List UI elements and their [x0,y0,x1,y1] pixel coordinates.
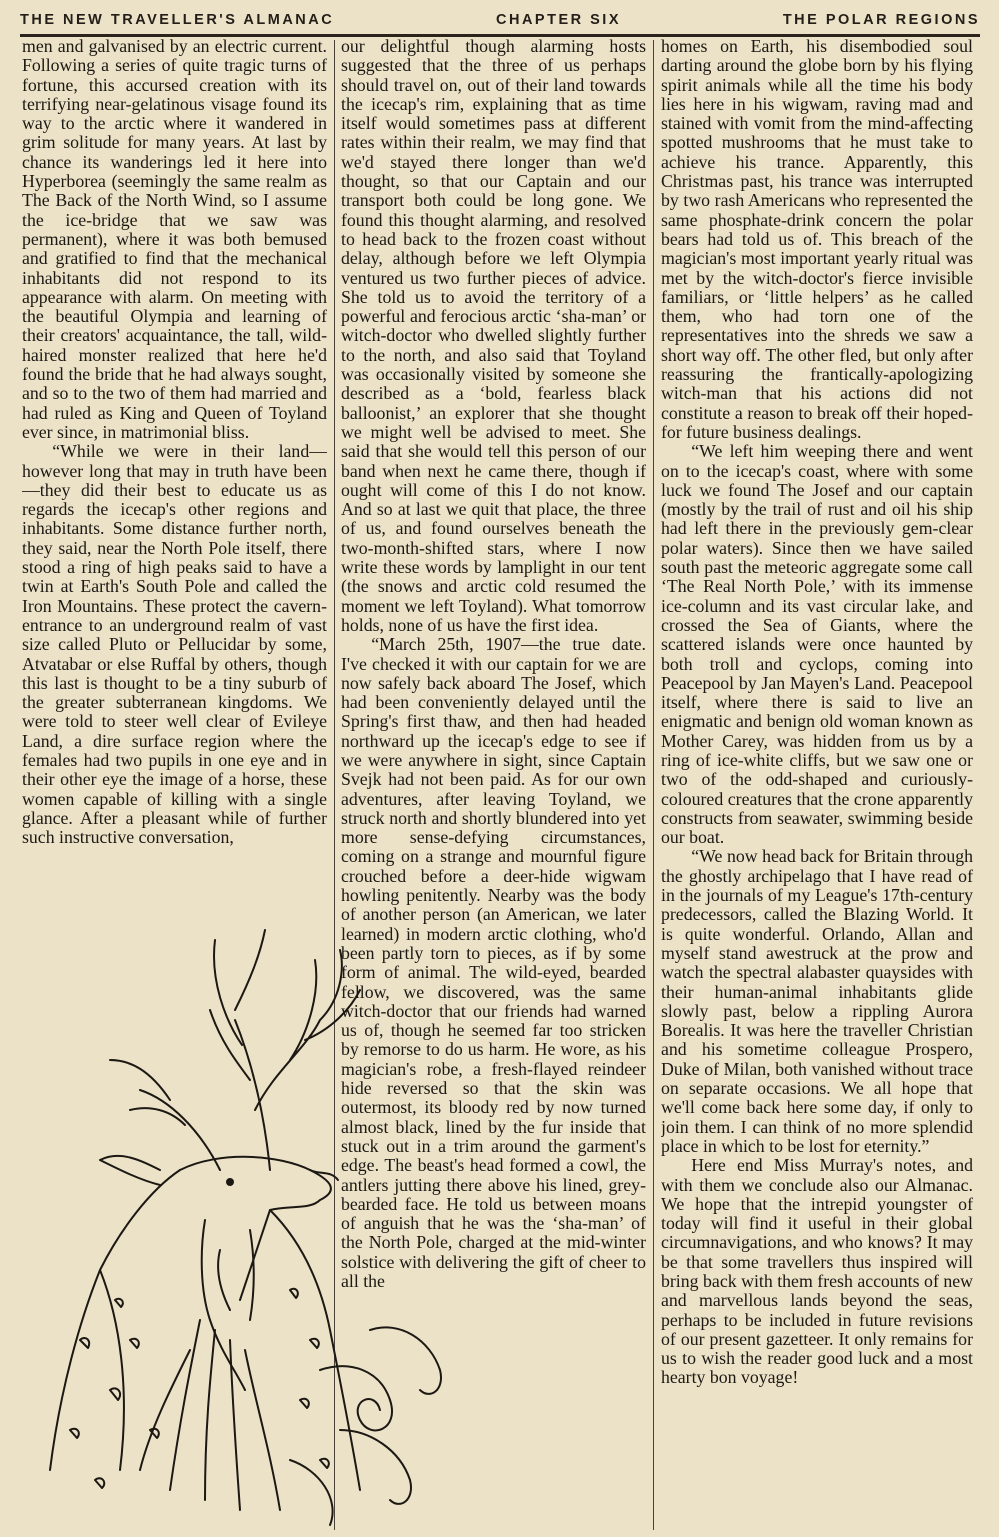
reindeer-shaman-illustration [20,870,480,1530]
running-header [20,6,980,37]
header-book-title: THE NEW TRAVELLER'S ALMANAC [20,12,335,28]
paragraph: “While we were in their land—however long that may in truth have been—they did their best to educate us as regards the icecap's other regions and inhabitants. Some distance further north, they said, near the North Pole itself, there stood a ring of high peaks said to have a twin at Earth's South Pole and called the Iron Mountains. These protect the cavern-entrance to an underground realm of vast size called Pluto or Pellucidar by some, Atvatabar or else Ruffal by others, though this last is thought to be a tiny suburb of the greater subterranean kingdoms. We were told to steer well clear of Evileye Land, a dire surface region where the females had two pupils in one eye and in their other eye the image of a horse, these women capable of killing with a single glance. After a pleasant while of further such instructive conversation, [22,441,327,848]
paragraph: homes on Earth, his disembodied soul darting around the globe born by his flying spirit animals while all the time his body lies here in his wigwam, raving mad and stained with vomit from the mind-affecting spotted mushrooms that he must take to achieve his trance. Apparently, this Christmas past, his trance was interrupted by two rash Americans who represented the same phosphate-drink concern the polar bears had told us of. This breach of the magician's most important yearly ritual was met by the witch-doctor's fierce invisible familiars, or ‘little helpers’ as he called them, who had torn one of the representatives into the shreds we saw a short way off. The other fled, but only after reassuring the frantically-apologizing witch-man that his actions did not constitute a reason to break off their hoped-for future business dealings. [661,37,973,442]
paragraph: Here end Miss Murray's notes, and with them we conclude also our Almanac. We hope that the intrepid youngster of today will find it useful in their global circumnavigations, and who knows? It may be that some travellers thus inspired will bring back with them fresh accounts of new and marvellous lands beyond the seas, perhaps to be included in future revisions of our present gazetteer. It only remains for us to wish the reader good luck and a most hearty bon voyage! [661,1155,973,1388]
paragraph: men and galvanised by an electric current. Following a series of quite tragic turns of fortune, this accursed creation with its terrifying near-gelatinous visage found its way to the arctic where it wandered in grim solitude for many years. At last by chance its wanderings led it here into Hyperborea (seemingly the same realm as The Back of the North Wind, so I assume the ice-bridge that we saw was permanent), where it was both bemused and gratified to find that the mechanical inhabitants did not respond to its appearance with alarm. On meeting with the beautiful Olympia and learning of their creators' acquaintance, the tall, wild-haired monster realized that here he'd found the bride that he had always sought, and so to the two of them had married and had ruled as King and Queen of Toyland ever since, in matrimonial bliss. [22,37,327,442]
paragraph: “March 25th, 1907—the true date. I've checked it with our captain for we are now safely back aboard The Josef, which had been conveniently delayed until the Spring's first thaw, and then had headed northward up the icecap's edge to see if we were anywhere in sight, since Captain Svejk had not been paid. As for our own adventures, after leaving Toyland, we struck north and shortly blundered into yet more sense-defying circumstances, coming on a strange and mournful figure crouched before a deer-hide wigwam howling penitently. Nearby was the body of another person (an American, we later learned) in modern arctic clothing, who'd been partly torn to pieces, as if by some form of animal. The wild-eyed, bearded fellow, we discovered, was the same witch-doctor that our friends had warned us of, though he seemed far too stricken by remorse to do us harm. He wore, as his magician's robe, a fresh-flayed reindeer hide reversed so that the skin was outermost, its bloody red by now turned almost black, lined by the fur inside that stuck out in a trim around the garment's edge. The beast's head formed a cowl, the antlers jutting there above his lined, grey-bearded face. He told us between moans of anguish that he was the ‘sha-man’ of the North Pole, charged at the mid-winter solstice with delivering the gift of cheer to all the [341,634,646,1291]
column-rule [653,40,654,1530]
paragraph: “We left him weeping there and went on to the icecap's coast, where with some luck we found The Josef and our captain (mostly by the trail of rust and oil his ship had left there in the previously gem-clear polar waters). Since then we have sailed south past the meteoric aggregate some call ‘The Real North Pole,’ with its immense ice-column and its vast circular lake, and crossed the Sea of Giants, where the scattered islands were once haunted by both troll and cyclops, coming into Peacepool by Jan Mayen's Land. Peacepool itself, where there is said to live an enigmatic and benign old woman known as Mother Carey, was hidden from us by a ring of ice-white cliffs, but we saw one or two of the odd-shaped and curiously-coloured creatures that the crone apparently constructs from seawater, swimming beside our boat. [661,441,973,848]
text-column-3 [661,37,973,1532]
antler-icon [210,930,360,1170]
paragraph: “We now head back for Britain through the ghostly archipelago that I have read of in the journals of my League's 17th-century predecessors, called the Blazing World. It is quite wonderful. Orlando, Allan and myself stand awestruck at the prow and watch the spectral alabaster quaysides with their human-animal inhabitants glide slowly past, below a rippling Aurora Borealis. It was here the traveller Christian and his sometime colleague Prospero, Duke of Milan, both vanished without trace on separate occasions. We all hope that we'll come back here some day, if only to join them. I can think of no more splendid place in which to be lost for eternity.” [661,846,973,1156]
antler-icon [110,1060,220,1170]
header-chapter: CHAPTER SIX [496,12,622,28]
header-section: THE POLAR REGIONS [782,12,980,28]
beard-icon [140,1320,280,1510]
paragraph: our delightful though alarming hosts suggested that the three of us perhaps should travel on, out of their land towards the icecap's rim, explaining that as time itself would sometimes pass at different rates within their realm, we may find that we'd stayed there longer than we'd thought, so that our Captain and our transport both could be long gone. We found this thought alarming, and resolved to head back to the frozen coast without delay, although before we left Olympia ventured us two further pieces of advice. She told us to avoid the territory of a powerful and ferocious arctic ‘sha-man’ or witch-doctor who dwelled slightly further to the north, and also said that Toyland was occasionally visited by someone she described as a ‘bold, fearless black balloonist,’ an explorer that she thought we might well be advised to meet. She said that she would tell this person of our band when next he came there, though if ought will come of this I do not know. And so at last we quit that place, the three of us, and found ourselves beneath the two-month-shifted stars, where I now write these words by lamplight in our tent (the snows and arctic cold resumed the moment we left Toyland). What tomorrow holds, none of us have the first idea. [341,37,646,635]
